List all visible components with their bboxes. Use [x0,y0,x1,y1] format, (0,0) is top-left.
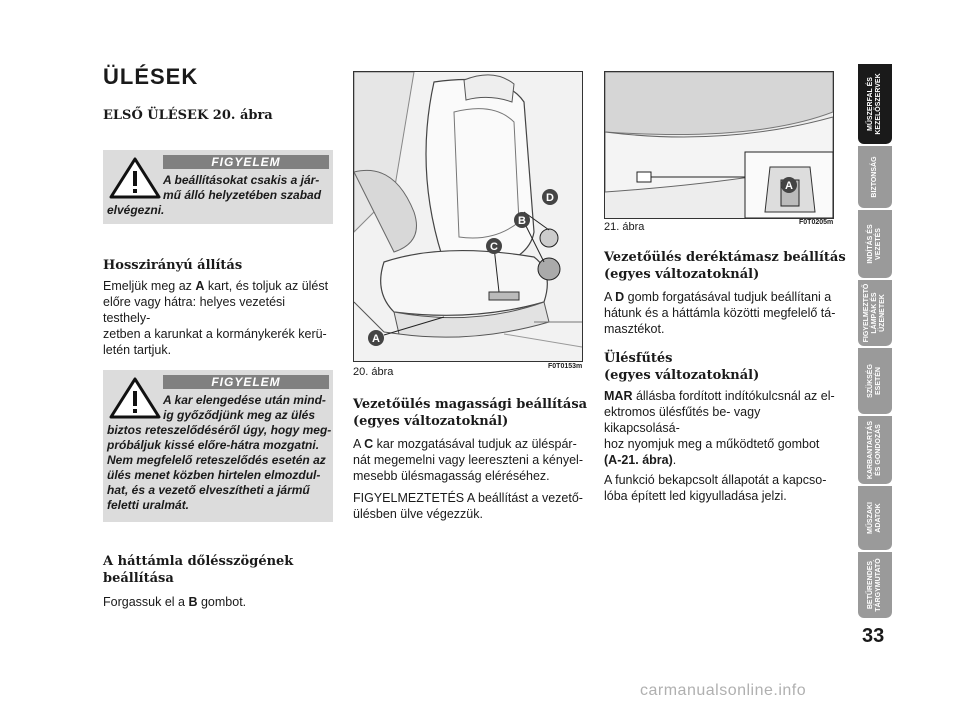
paragraph: A D gomb forgatásával tudjuk beállítani a hátunk és a háttámla közötti megfelelő tá- masztékot. [604,290,836,336]
warning-line: Nem megfelelő reteszelődés esetén az [107,453,326,467]
tab-muszaki[interactable]: MŰSZAKI ADATOK [858,486,892,550]
subsection-title: Ülésfűtés (egyes változatoknál) [604,351,760,383]
warning-line: feletti uralmát. [107,498,190,512]
tab-biztonsag[interactable]: BIZTONSÁG [858,146,892,208]
warning-line: ig győződjünk meg az ülés [163,408,316,422]
figure-21-heater-switch-illustration [604,71,834,219]
section-heading: ELSŐ ÜLÉSEK 20. ábra [103,108,273,123]
figure-label-a: A [785,180,793,192]
figure-label-a: A [372,333,380,345]
figure-label-d: D [546,192,554,204]
switch-drawing [605,72,833,218]
seat-drawing [354,72,582,361]
warning-line: biztos reteszelődéséről úgy, hogy meg- [107,423,332,437]
warning-box-1 [103,150,333,224]
figure-caption: 20. ábra [353,366,394,378]
watermark: carmanualsonline.info [640,682,807,699]
figure-label-c: C [490,241,498,253]
tab-targymutato[interactable]: BETŰRENDES TÁRGYMUTATÓ [858,552,892,618]
tab-figyelmezteto[interactable]: FIGYELMEZTETŐ LÁMPÁK ÉS ÜZENETEK [858,280,892,346]
warning-triangle-icon [109,156,161,200]
warning-line: mű álló helyzetében szabad [163,188,322,202]
page-title: ÜLÉSEK [103,64,199,89]
warning-line: hat, és a vezető elveszítheti a jármű [107,483,310,497]
figure-code: F0T0205m [799,219,834,226]
tab-karbantartas[interactable]: KARBANTARTÁS ÉS GONDOZÁS [858,416,892,484]
subsection-title: Vezetőülés magassági beállítása (egyes változatoknál) [353,397,588,429]
subsection-title: A háttámla dőlésszögének beállítása [103,554,294,586]
warning-title: FIGYELEM [163,375,329,389]
tab-szukseg[interactable]: SZÜKSÉG ESETÉN [858,348,892,414]
paragraph: Forgassuk el a B gombot. [103,595,247,609]
warning-title: FIGYELEM [163,155,329,169]
page-number: 33 [862,625,885,647]
warning-box-2 [103,370,333,522]
warning-line: ülés menet közben hirtelen elmozdul- [107,468,321,482]
warning-line: A beállításokat csakis a jár- [163,173,320,187]
warning-line: A kar elengedése után mind- [163,393,326,407]
paragraph: Emeljük meg az A kart, és toljuk az ülést előre vagy hátra: helyes vezetési testhely- zetben a karunkat a kormánykerék kerü- letén tartjuk. [103,279,329,357]
subsection-title: Vezetőülés deréktámasz beállítás (egyes változatoknál) [604,250,846,282]
figure-20-seat-illustration [353,71,583,362]
subsection-title: Hosszirányú állítás [103,258,243,273]
figure-caption: 21. ábra [604,221,645,233]
paragraph: A C kar mozgatásával tudjuk az üléspár- nát megemelni vagy leereszteni a kényel- mesebb ülésmagasság eléréséhez. FIGYELMEZTETÉS A beállítást a vezető- ülésben ülve végezzük. [353,437,583,521]
tab-muszerfal[interactable]: MŰSZERFAL ÉS KEZELŐSZERVEK [858,64,892,144]
figure-code: F0T0153m [548,363,583,370]
tab-inditas[interactable]: INDÍTÁS ÉS VEZETÉS [858,210,892,278]
warning-line: elvégezni. [107,203,165,217]
warning-triangle-icon [109,376,161,420]
paragraph: MAR állásba fordított indítókulcsnál az el- ektromos ülésfűtés be- vagy kikapcsolásá- hoz nyomjuk meg a működtető gombot (A-21. ábra). A funkció bekapcsolt állapotát a kapcso- lóba épített led kigyulladása jelzi. [604,389,835,503]
figure-label-b: B [518,215,526,227]
warning-line: próbáljuk kissé előre-hátra mozgatni. [107,438,320,452]
